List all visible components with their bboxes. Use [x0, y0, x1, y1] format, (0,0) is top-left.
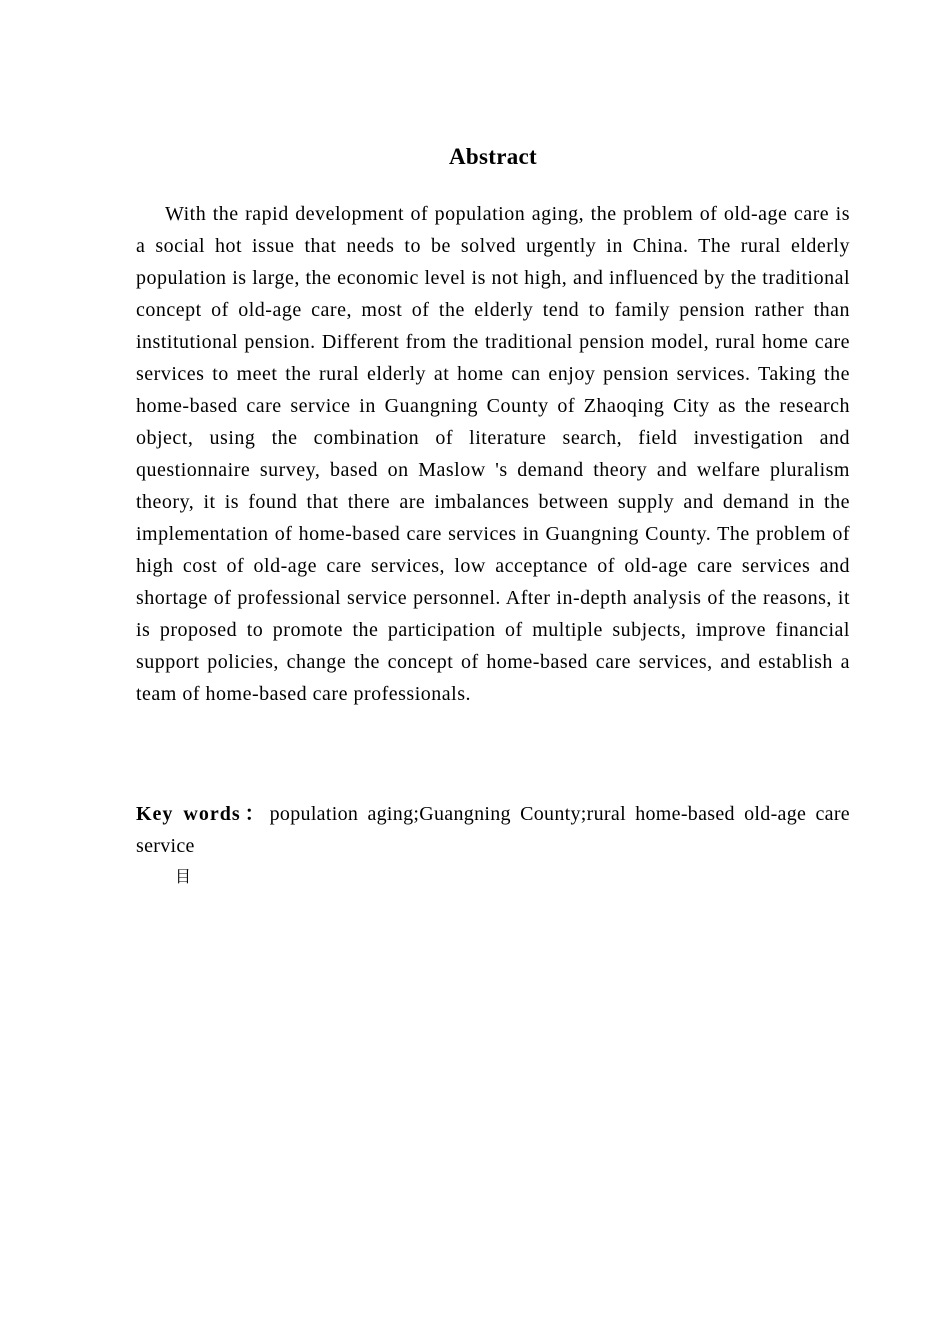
- keywords-text: population aging;Guangning County;rural home-based old-age care service: [136, 803, 850, 857]
- keywords-paragraph: [136, 798, 850, 862]
- toc-heading-fragment: 目: [175, 867, 192, 886]
- abstract-body: With the rapid development of population aging, the problem of old-age care is a social hot issue that needs to be solved urgently in China. The rural elderly population is large, the economic level is not high, and influenced by the traditional concept of old-age care, most of the elderly tend to family pension rather than institutional pension. Different from the traditional pension model, rural home care services to meet the rural elderly at home can enjoy pension services. Taking the home-based care service in Guangning County of Zhaoqing City as the research object, using the combination of literature search, field investigation and questionnaire survey, based on Maslow 's demand theory and welfare pluralism theory, it is found that there are imbalances between supply and demand in the implementation of home-based care services in Guangning County. The problem of high cost of old-age care services, low acceptance of old-age care services and shortage of professional service personnel. After in-depth analysis of the reasons, it is proposed to promote the participation of multiple subjects, improve financial support policies, change the concept of home-based care services, and establish a team of home-based care professionals.: [136, 203, 850, 705]
- keywords-label: Key words：: [136, 803, 270, 825]
- abstract-title: Abstract: [449, 144, 537, 169]
